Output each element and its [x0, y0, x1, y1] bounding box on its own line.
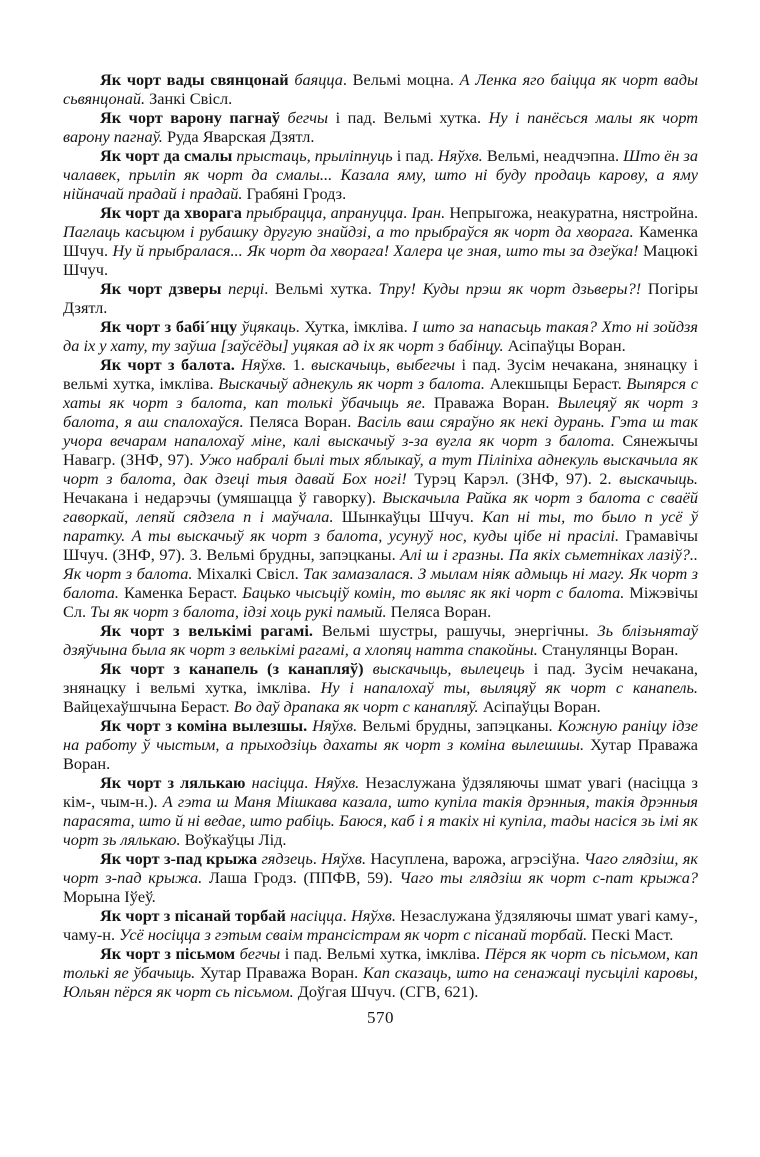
plain-text: Незаслужана ўдзяляючы шмат увагі (насіцца з кім-, чым-н.).	[63, 773, 698, 811]
italic-text: Няўхв.	[314, 773, 360, 792]
italic-text: гядзець	[261, 849, 313, 868]
plain-text: і пад. Зусім нечакана, знянацку і вельмі хутка, імкліва.	[63, 659, 699, 697]
italic-text: выскачыць.	[619, 469, 698, 488]
plain-text: і пад. Вельмі хутка, імкліва.	[280, 944, 485, 963]
italic-text: Бацько чысьціў комін, то выляс як які чорт с балота.	[242, 583, 625, 602]
dictionary-entry	[63, 659, 698, 716]
italic-text: Во даў драпака як чорт с канапляў.	[233, 697, 479, 716]
plain-text: .	[304, 773, 315, 792]
plain-text: і пад. Зусім нечакана, знянацку і вельмі хутка, імкліва.	[63, 355, 698, 393]
italic-text: Іран.	[411, 203, 446, 222]
dictionary-entry	[63, 944, 698, 1001]
italic-text: выскачыць, вылецець	[372, 659, 525, 678]
italic-text: Чаго глядзіш, як чорт з-пад крыжа.	[63, 849, 699, 887]
plain-text: Пескі Маст.	[587, 925, 674, 944]
plain-text: Грабяні Гродз.	[242, 184, 347, 203]
plain-text: Мацюкі Шчуч.	[63, 241, 698, 279]
plain-text: Пеляса Воран.	[243, 412, 357, 431]
italic-text: Ну і панёсься малы як чорт варону пагнаў.	[63, 108, 699, 146]
plain-text: Погіры Дзятл.	[63, 279, 699, 317]
plain-text: Непрыгожа, неакуратна, нястройна.	[445, 203, 699, 222]
italic-text: Вылецяў як чорт з балота, я аш спалохаўся.	[63, 393, 698, 431]
plain-text: Алекшыцы Бераст.	[484, 374, 627, 393]
italic-text: Так замазалася. З мылам ніяк адмыць ні магу. Як чорт з балота.	[63, 564, 698, 602]
headword-text: Як чорт да смалы	[100, 146, 237, 165]
headword-text: Як чорт з пісанай торбай	[100, 906, 291, 925]
plain-text: Нечакана і недарэчы (умяшацца ў гаворку).	[63, 488, 383, 507]
plain-text: Вельмі шустры, рашучы, энергічны.	[312, 621, 598, 640]
plain-text: і пад.	[392, 146, 438, 165]
dictionary-entry	[63, 279, 698, 317]
italic-text: Выскачыла Райка як чорт з балота с сваёй гаворкай, лепяй сядзела п і маўчала.	[63, 488, 698, 526]
plain-text: .	[342, 906, 351, 925]
headword-text: Як чорт да хворага	[100, 203, 246, 222]
headword-text: Як чорт з коміна вылезшы.	[100, 716, 313, 735]
italic-text: Няўхв.	[321, 849, 367, 868]
headword-text: Як чорт вады свянцонай	[100, 70, 295, 89]
plain-text: . Вельмі моцна.	[342, 70, 460, 89]
headword-text: Як чорт з канапель (з канапляў)	[100, 659, 373, 678]
dictionary-entry	[63, 108, 698, 146]
italic-text: прыстаць, прыліпнуць	[236, 146, 393, 165]
plain-text: Занкі Свісл.	[145, 89, 233, 108]
plain-text: 1.	[286, 355, 312, 374]
plain-text: Руда Яварская Дзятл.	[162, 127, 315, 146]
plain-text: Каменка Бераст.	[118, 583, 243, 602]
dictionary-entry	[63, 146, 698, 203]
italic-text: Што ён за чалавек, прыліп як чорт да смалы... Казала яму, што ні буду продаць карову, а яму нійначай прадай і прадай.	[63, 146, 699, 203]
plain-text: . Хутка, імкліва.	[295, 317, 413, 336]
plain-text: Насуплена, варожа, агрэсіўна.	[366, 849, 585, 868]
italic-text: выскачыць, выбегчы	[311, 355, 456, 374]
plain-text: .	[403, 203, 412, 222]
plain-text: Каменка Шчуч.	[63, 222, 698, 260]
italic-text: Зь блізьнятаў дзяўчына была як чорт з велькімі рагамі, а хлопяц натта спакойны.	[63, 621, 698, 659]
italic-text: А гэта ш Маня Мішкава казала, што купіла такія дрэнныя, такія дрэнныя парасята, што й ні ведае, што рабіць. Баюся, каб і я такіх ні купіла, тады насіся зь імі як чорт зь лялькаю.	[63, 792, 698, 849]
italic-text: баяцца	[294, 70, 343, 89]
dictionary-entry	[63, 773, 698, 849]
italic-text: Няўхв.	[437, 146, 483, 165]
plain-text: Морына Іўеў.	[63, 887, 156, 906]
plain-text: і пад. Вельмі хутка.	[328, 108, 489, 127]
italic-text: Кап сказаць, што на сенажаці пусьцілі каровы, Юльян пёрся як чорт сь пісьмом.	[63, 963, 698, 1001]
plain-text: Сянежычы Навагр. (ЗНФ, 97).	[63, 431, 698, 469]
plain-text: Пеляса Воран.	[386, 602, 492, 621]
plain-text: Доўгая Шчуч. (СГВ, 621).	[293, 982, 479, 1001]
italic-text: прыбрацца, апрануцца	[246, 203, 404, 222]
dictionary-entry	[63, 203, 698, 279]
italic-text: Усё носіцца з гэтым сваім трансістрам як чорт с пісанай торбай.	[119, 925, 588, 944]
italic-text: Няўхв.	[312, 716, 358, 735]
dictionary-entry	[63, 906, 698, 944]
headword-text: Як чорт з бабі´нцу	[100, 317, 242, 336]
plain-text: Вайцехаўшчына Бераст.	[63, 697, 234, 716]
italic-text: насіцца	[290, 906, 343, 925]
headword-text: Як чорт з пісьмом	[100, 944, 240, 963]
plain-text: Станулянцы Воран.	[537, 640, 679, 659]
italic-text: Васіль ваш сяраўно як некі дурань. Гэта ш так учора вечарам напалохаў міне, калі выскачыў з-за вугла як чорт з балота.	[63, 412, 698, 450]
italic-text: Ужо набралі былі тых яблыкаў, а тут Піліпіха аднекуль выскачыла як чорт з балота, дак дзеці тыя давай Бох ногі!	[63, 450, 698, 488]
plain-text: Шынкаўцы Шчуч.	[333, 507, 483, 526]
italic-text: Паглаць касьцюм і рубашку другую знайдзі, а то прыбраўся як чорт да хворага.	[63, 222, 634, 241]
dictionary-entry	[63, 317, 698, 355]
entries-container	[63, 70, 698, 1001]
italic-text: Няўхв.	[241, 355, 287, 374]
italic-text: Кожную раніцу ідзе на работу ў чыстым, а прыходзіць дахаты як чорт з коміна вылешшы.	[63, 716, 699, 754]
italic-text: Пёрся як чорт сь пісьмом, кап толькі яе ўбачыць.	[63, 944, 698, 982]
italic-text: Ты як чорт з балота, ідзі хоць рукі памый.	[90, 602, 387, 621]
italic-text: Выскачыў аднекуль як чорт з балота.	[218, 374, 485, 393]
italic-text: Тпру! Куды прэш як чорт дзьверы?!	[378, 279, 642, 298]
plain-text: Турэц Карэл. (ЗНФ, 97). 2.	[406, 469, 620, 488]
headword-text: Як чорт варону пагнаў	[100, 108, 288, 127]
plain-text: Хутар Праважа Воран.	[63, 735, 699, 773]
headword-text: Як чорт з велькімі рагамі.	[100, 621, 313, 640]
dictionary-entry	[63, 849, 698, 906]
italic-text: бегчы	[287, 108, 329, 127]
plain-text: Міхалкі Свісл.	[192, 564, 304, 583]
plain-text: Грамавічы Шчуч. (ЗНФ, 97). 3. Вельмі брудны, запэцканы.	[63, 526, 698, 564]
dictionary-entry	[63, 716, 698, 773]
italic-text: Кап ні ты, то было п усё ў паратку. А ты выскачыў як чорт з балота, усунуў нос, куды цібе ні прасілі.	[63, 507, 699, 545]
plain-text: . Вельмі хутка.	[264, 279, 379, 298]
plain-text: Асіпаўцы Воран.	[503, 336, 626, 355]
plain-text: Міжэвічы Сл.	[63, 583, 698, 621]
italic-text: А Ленка яго баіцца як чорт вады сьвянцонай.	[63, 70, 698, 108]
headword-text: Як чорт з лялькаю	[100, 773, 252, 792]
italic-text: ўцякаць	[241, 317, 296, 336]
italic-text: перці	[228, 279, 265, 298]
headword-text: Як чорт з-пад крыжа	[100, 849, 262, 868]
plain-text: Праважа Воран.	[425, 393, 558, 412]
italic-text: Ну й прыбралася... Як чорт да хворага! Халера це зная, што ты за дзеўка!	[112, 241, 639, 260]
plain-text: Вельмі брудны, запэцканы.	[357, 716, 558, 735]
italic-text: І што за напасьць такая? Хто ні зойдзя да іх у хату, ту заўша [заўсёды] уцякая ад іх як чорт з бабінцу.	[63, 317, 698, 355]
plain-text: Асіпаўцы Воран.	[478, 697, 601, 716]
plain-text: Вельмі, неадчэпна.	[482, 146, 624, 165]
plain-text: Воўкаўцы Лід.	[180, 830, 287, 849]
italic-text: Няўхв.	[350, 906, 396, 925]
plain-text: .	[312, 849, 322, 868]
italic-text: Выпярся с хаты як чорт з балота, кап толькі ўбачыць яе.	[63, 374, 698, 412]
headword-text: Як чорт з балота.	[100, 355, 242, 374]
italic-text: Чаго ты глядзіш як чорт с-пат крыжа?	[399, 868, 698, 887]
dictionary-entry	[63, 355, 698, 621]
plain-text: Незаслужана ўдзяляючы шмат увагі каму-, чаму-н.	[63, 906, 698, 944]
italic-text: Ну і напалохаў ты, выляцяў як чорт с канапель.	[320, 678, 698, 697]
plain-text: Лаша Гродз. (ППФВ, 59).	[202, 868, 400, 887]
dictionary-entry	[63, 70, 698, 108]
page-number: 570	[367, 1008, 394, 1027]
plain-text: Хутар Праважа Воран.	[195, 963, 363, 982]
italic-text: насіцца	[251, 773, 305, 792]
headword-text: Як чорт дзверы	[100, 279, 229, 298]
dictionary-entry	[63, 621, 698, 659]
italic-text: бегчы	[239, 944, 281, 963]
italic-text: Алі ш і гразны. Па якіх сьметніках лазіў?.. Як чорт з балота.	[63, 545, 698, 583]
